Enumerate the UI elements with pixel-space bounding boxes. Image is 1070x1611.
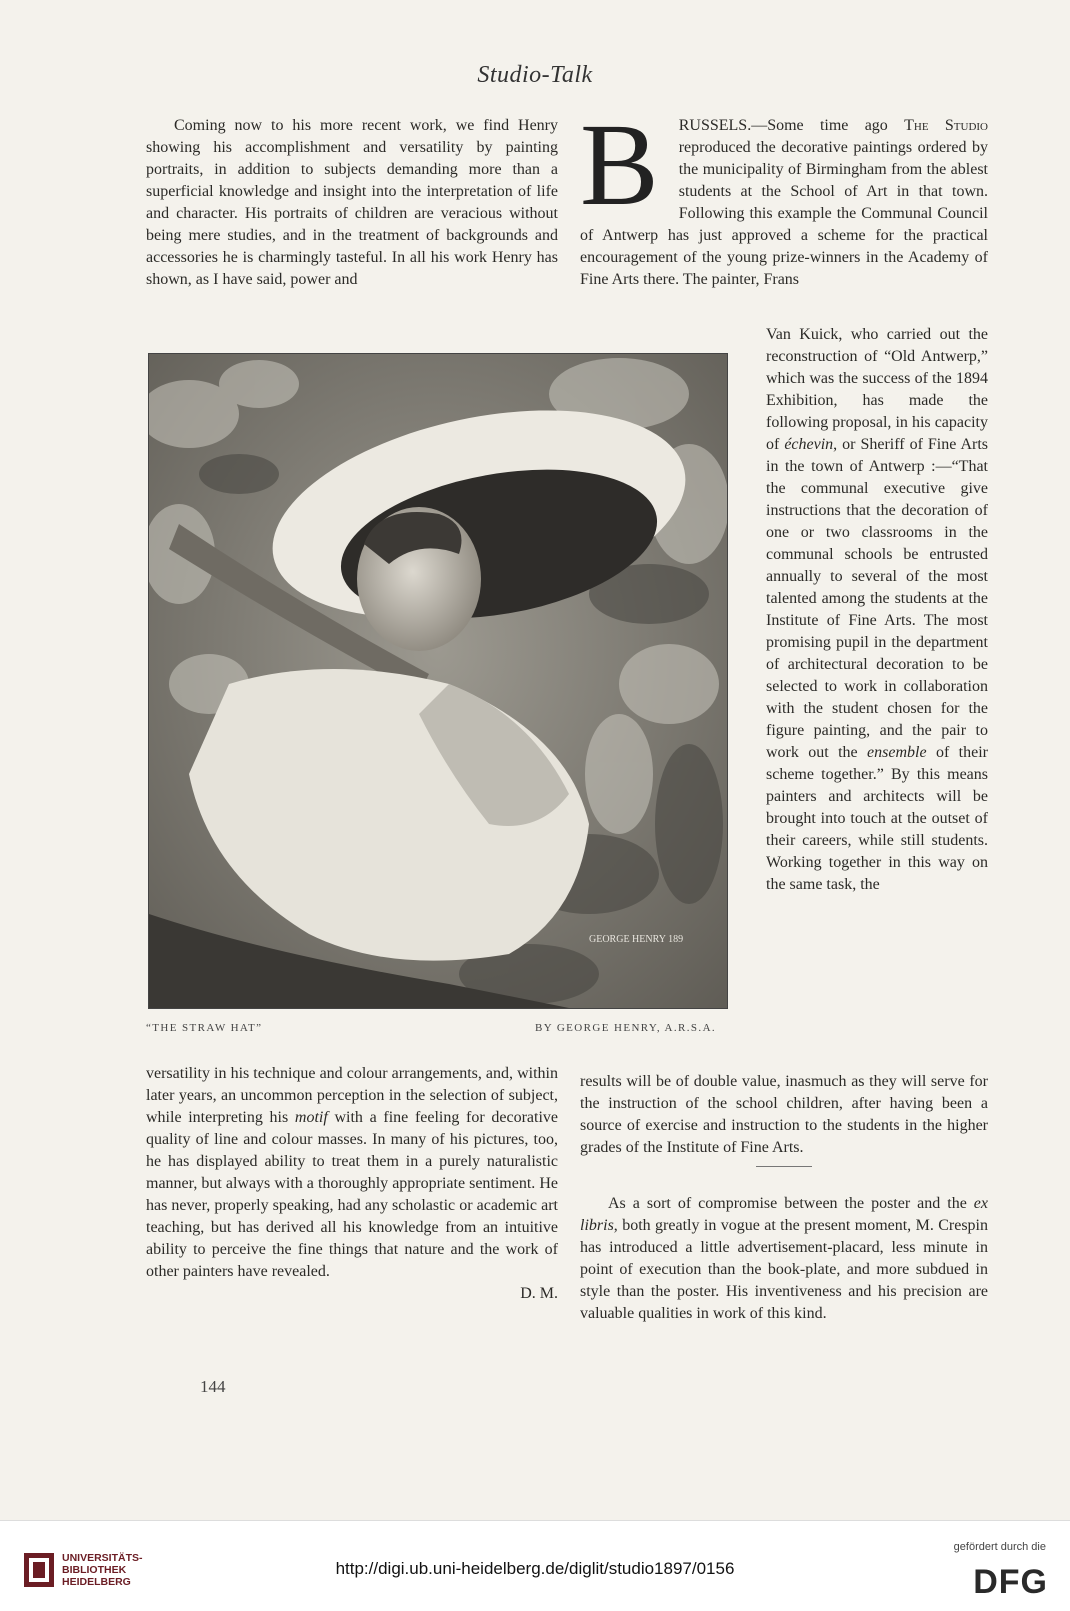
right-column-top — [580, 99, 988, 291]
article-paragraph — [766, 324, 988, 896]
left-column-top — [146, 115, 558, 291]
text-run: versatility in his technique and colour arrangements, and, within later years, an uncommon perception in the selection of subject, while interpreting his — [146, 1065, 558, 1126]
article-paragraph — [580, 99, 988, 291]
library-name-line: BIBLIOTHEK — [62, 1564, 127, 1576]
funding-note: gefördert durch die — [953, 1541, 1046, 1553]
dfg-logo: DFG — [973, 1563, 1048, 1601]
right-column-bottom — [580, 1071, 988, 1325]
article-paragraph — [580, 1193, 988, 1325]
figure-caption-credit: BY GEORGE HENRY, A.R.S.A. — [535, 1022, 717, 1034]
text-run: RUSSELS.—Some time ago — [678, 117, 905, 134]
painting-illustration — [148, 353, 728, 1009]
library-name-line: UNIVERSITÄTS- — [62, 1552, 143, 1564]
italic-term: motif — [294, 1109, 328, 1126]
magazine-name: The Studio — [904, 117, 988, 134]
text-run: of their scheme together.” By this means painters and architects will be brought into touch at the outset of their careers, while still students. Working together in this way on the same task, the — [766, 744, 989, 893]
text-run: As a sort of compromise between the poster and the — [608, 1195, 974, 1212]
text-run: , both greatly in vogue at the present moment, M. Crespin has introduced a little advertisement-placard, less minute in point of execution than the book-plate, and more subdued in style than the poster. His inventiveness and his precision are valuable qualities in work of this kind. — [580, 1217, 988, 1322]
left-column-bottom — [146, 1063, 558, 1305]
text-run: reproduced the decorative paintings ordered by the municipality of Birmingham from the ablest students at the School of Art in that town. Following this example the Communal Council of Antwerp has just approved a scheme for the practical encouragement of the young prize-winners in the Academy of Fine Arts there. The painter, Frans — [580, 139, 988, 288]
author-signoff: D. M. — [520, 1285, 558, 1302]
text-run: Van Kuick, who carried out the reconstruction of “Old Antwerp,” which was the success of the 1894 Exhibition, has made the following proposal, in his capacity of — [766, 326, 988, 453]
straw-hat-painting — [149, 354, 727, 1008]
section-divider — [756, 1166, 812, 1167]
right-column-narrow — [766, 324, 988, 896]
drop-cap: B — [580, 99, 659, 230]
figure-caption-title: “THE STRAW HAT” — [146, 1022, 263, 1034]
digitization-footer — [0, 1520, 1070, 1611]
italic-term: ex libris — [580, 1195, 988, 1234]
source-url-link[interactable]: http://digi.ub.uni-heidelberg.de/diglit/studio1897/0156 — [335, 1559, 735, 1578]
italic-term: échevin — [784, 436, 834, 453]
article-paragraph — [146, 1063, 558, 1283]
article-paragraph: Coming now to his more recent work, we find Henry showing his accomplishment and versatility by painting portraits, in addition to subjects demanding more than a superficial knowledge and insight into the interpretation of life and character. His portraits of children are veracious without being mere studies, and in the treatment of backgrounds and accessories he is charmingly tasteful. In all his work Henry has shown, as I have said, power and — [146, 117, 558, 288]
article-paragraph: results will be of double value, inasmuch as they will serve for the instruction of the school children, after having been a source of exercise and instruction to the students in the higher grades of the Institute of Fine Arts. — [580, 1073, 988, 1156]
text-run: with a fine feeling for decorative quality of line and colour masses. In many of his pictures, too, he has displayed ability to treat them in a purely naturalistic manner, but always with a thoroughly appropriate sentiment. He has never, properly speaking, had any scholastic or academic art teaching, but has derived all his knowledge from an intuitive ability to perceive the fine things that nature and the work of other painters have revealed. — [146, 1109, 559, 1280]
page-number: 144 — [200, 1377, 226, 1396]
page-header-title: Studio-Talk — [477, 62, 593, 88]
italic-term: ensemble — [867, 744, 927, 761]
text-run: , or Sheriff of Fine Arts in the town of Antwerp :—“That the communal executive give instructions that the decoration of one or two classrooms in the communal schools be entrusted annually to several of the most talented among the students at the Institute of Fine Arts. The most promising pupil in the department of architectural decoration to be selected to work in collaboration with the student chosen for the figure painting, and the pair to work out the — [766, 436, 988, 761]
painting-signature: GEORGE HENRY 189 — [589, 934, 684, 945]
library-name-line: HEIDELBERG — [62, 1576, 131, 1588]
